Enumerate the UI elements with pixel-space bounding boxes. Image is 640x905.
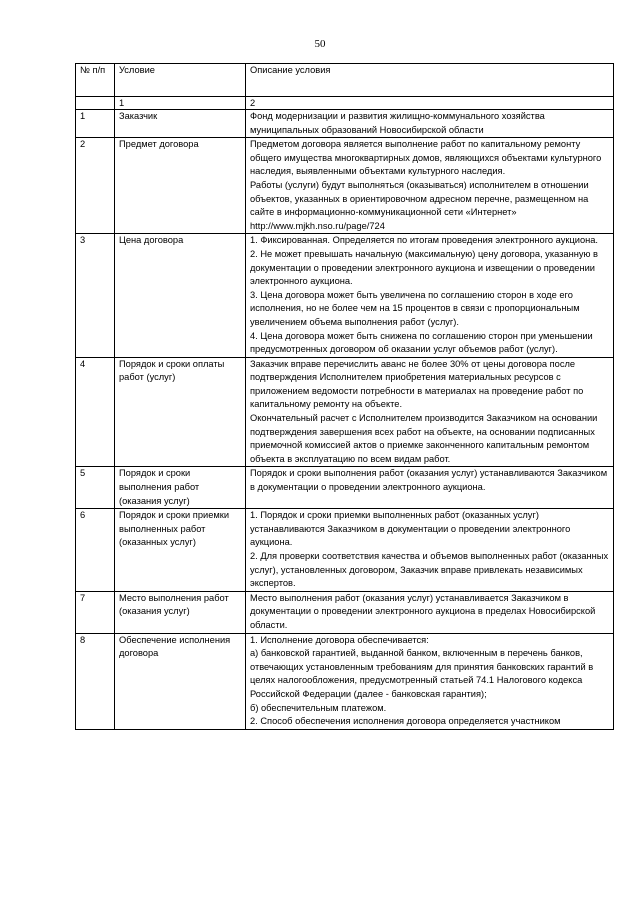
header-num: № п/п (76, 64, 115, 97)
description-paragraph: 1. Порядок и сроки приемки выполненных работ (оказанных услуг) устанавливаются Заказчиком в документации о проведении электронного аукциона. (250, 510, 571, 548)
row-number: 7 (76, 591, 115, 633)
row-number: 6 (76, 509, 115, 592)
row-description (246, 110, 614, 138)
table-row (76, 633, 614, 729)
row-description (246, 633, 614, 729)
column-index-cell: 2 (246, 97, 614, 110)
description-paragraph: Предметом договора является выполнение работ по капитальному ремонту общего имущества многоквартирных домов, являющихся объектами культурного наследия, выявленными объектами культурного наследия. (250, 139, 602, 177)
column-index-cell: 1 (115, 97, 246, 110)
row-condition: Порядок и сроки выполнения работ (оказания услуг) (115, 467, 246, 509)
row-number: 5 (76, 467, 115, 509)
row-condition: Место выполнения работ (оказания услуг) (115, 591, 246, 633)
description-paragraph: 2. Для проверки соответствия качества и объемов выполненных работ (оказанных услуг), установленных договором, Заказчик вправе привлекать независимых экспертов. (250, 551, 609, 589)
row-number: 2 (76, 138, 115, 234)
row-number: 4 (76, 357, 115, 467)
description-paragraph: 1. Исполнение договора обеспечивается: (250, 634, 429, 645)
table-header-row (76, 64, 614, 97)
row-description (246, 357, 614, 467)
table-row (76, 509, 614, 592)
row-number: 8 (76, 633, 115, 729)
column-index-cell (76, 97, 115, 110)
table-row (76, 467, 614, 509)
table-row (76, 591, 614, 633)
description-paragraph: Фонд модернизации и развития жилищно-коммунального хозяйства муниципальных образований Новосибирской области (250, 111, 545, 135)
row-condition: Предмет договора (115, 138, 246, 234)
row-description (246, 509, 614, 592)
description-paragraph: Окончательный расчет с Исполнителем производится Заказчиком на основании подтверждения завершения всех работ на объекте, на основании подписанных приемочной комиссией актов о приемке законченного капитальным ремонтом объекта в эксплуатацию по всем видам работ. (250, 413, 598, 464)
description-paragraph: б) обеспечительным платежом. (250, 702, 387, 713)
contract-terms-table (75, 63, 614, 730)
row-condition: Порядок и сроки оплаты работ (услуг) (115, 357, 246, 467)
row-condition: Обеспечение исполнения договора (115, 633, 246, 729)
page-number: 50 (314, 38, 326, 50)
row-number: 3 (76, 234, 115, 357)
table-row (76, 138, 614, 234)
description-paragraph: 2. Способ обеспечения исполнения договора определяется участником (250, 716, 561, 727)
row-description (246, 138, 614, 234)
description-paragraph: 1. Фиксированная. Определяется по итогам проведения электронного аукциона. (250, 235, 599, 246)
row-description (246, 591, 614, 633)
row-condition: Порядок и сроки приемки выполненных работ (оказанных услуг) (115, 509, 246, 592)
row-description (246, 234, 614, 357)
header-description: Описание условия (246, 64, 614, 97)
header-condition: Условие (115, 64, 246, 97)
description-paragraph: 2. Не может превышать начальную (максимальную) цену договора, указанную в документации о проведении электронного аукциона и извещении о проведении электронного аукциона. (250, 248, 598, 287)
description-paragraph: 4. Цена договора может быть снижена по соглашению сторон при уменьшении предусмотренных договором об оказании услуг объемов работ (услуг). (250, 330, 593, 355)
description-paragraph: 3. Цена договора может быть увеличена по соглашению сторон в ходе его исполнения, но не более чем на 15 процентов в связи с пропорциональным увеличением объема выполнения работ (услуг). (250, 289, 580, 327)
row-number: 1 (76, 110, 115, 138)
description-paragraph: а) банковской гарантией, выданной банком, включенным в перечень банков, отвечающих установленным требованиям для принятия банковских гарантий в целях налогообложения, предусмотренный статьей 74.1 Налогового кодекса Российской Федерации (далее - банковская гарантия); (250, 648, 594, 699)
description-paragraph: Заказчик вправе перечислить аванс не более 30% от цены договора после подтверждения Исполнителем приобретения материальных ресурсов с приложением ведомости потребности в материалах на проведение работ по капитальному ремонту на объекте. (250, 358, 584, 410)
description-paragraph: Место выполнения работ (оказания услуг) устанавливается Заказчиком в документации о проведении электронного аукциона в пределах Новосибирской области. (250, 592, 596, 630)
table-row (76, 234, 614, 357)
description-paragraph: Порядок и сроки выполнения работ (оказания услуг) устанавливаются Заказчиком в документации о проведении электронного аукциона. (250, 468, 608, 493)
row-condition: Заказчик (115, 110, 246, 138)
column-index-row (76, 97, 614, 110)
table-row (76, 110, 614, 138)
table-row (76, 357, 614, 467)
row-condition: Цена договора (115, 234, 246, 357)
description-paragraph: Работы (услуги) будут выполняться (оказываться) исполнителем в отношении объектов, указанных в ориентировочном адресном перечне, размещенном на сайте в информационно-коммуникационной сети «Интернет» http://www.mjkh.nso.ru/page/724 (250, 179, 589, 231)
row-description (246, 467, 614, 509)
